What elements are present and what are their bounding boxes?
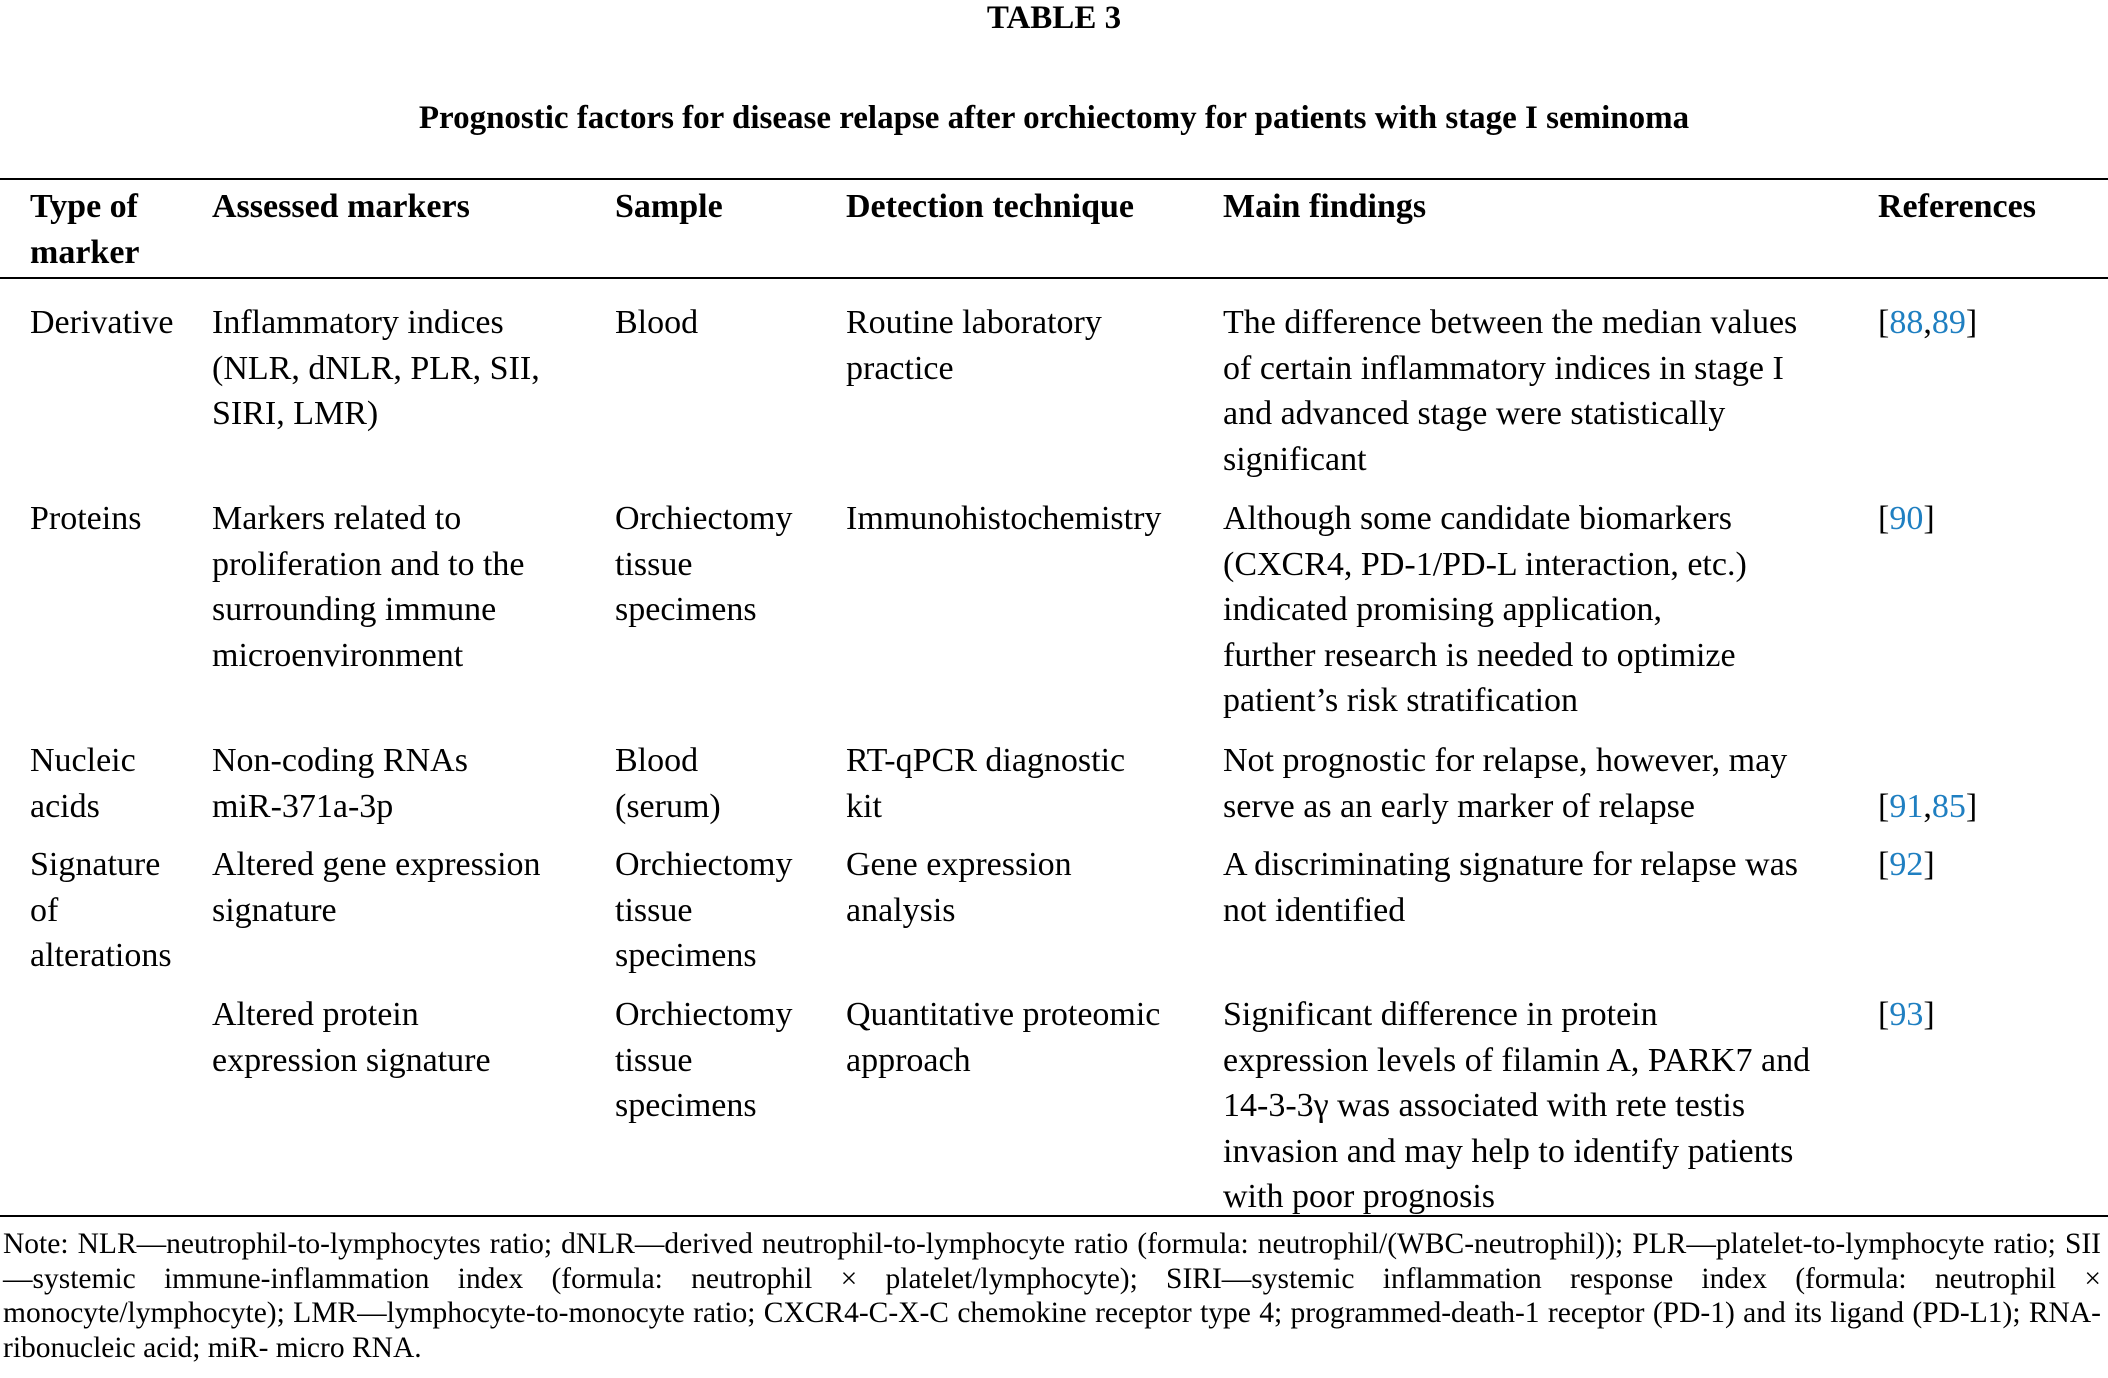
table-row-protein-signature-findings: Significant difference in protein expression levels of filamin A, PARK7 and 14-3-3γ was associated with rete testis invasion and may help to identify patients with poor prognosis [1223, 996, 1811, 1215]
table-row-proteins-sample: Orchiectomy tissue specimens [615, 500, 793, 628]
table-row-signature-type: Signature of alterations [30, 846, 172, 974]
header-main-findings: Main findings [1223, 188, 1427, 225]
table-row-protein-signature-references: [93] [1878, 996, 1935, 1033]
table-row-signature-findings: A discriminating signature for relapse was not identified [1223, 846, 1799, 929]
table-row-proteins-references: [90] [1878, 500, 1935, 537]
table-row-nucleic-acids-markers: Non-coding RNAs miR-371a-3p [212, 742, 468, 825]
table-row-signature-technique: Gene expression analysis [846, 846, 1072, 929]
table-row-derivative-sample: Blood [615, 304, 699, 341]
table-row-signature-sample: Orchiectomy tissue specimens [615, 846, 793, 974]
table-row-derivative-markers: Inflammatory indices (NLR, dNLR, PLR, SII, SIRI, LMR) [212, 304, 540, 432]
table-row-nucleic-acids-findings: Not prognostic for relapse, however, may serve as an early marker of relapse [1223, 742, 1788, 825]
header-rule [0, 277, 2108, 279]
table-row-nucleic-acids-sample: Blood (serum) [615, 742, 721, 825]
reference-link-85[interactable]: 85 [1931, 788, 1966, 825]
table-row-proteins-technique: Immunohistochemistry [846, 500, 1162, 537]
header-assessed-markers: Assessed markers [212, 188, 470, 225]
reference-link-93[interactable]: 93 [1889, 996, 1924, 1033]
header-detection-technique: Detection technique [846, 188, 1135, 225]
table-label: TABLE 3 [986, 0, 1122, 36]
table-row-signature-references: [92] [1878, 846, 1935, 883]
header-type-of-marker: Type of marker [30, 188, 140, 271]
top-rule [0, 178, 2108, 180]
table-row-proteins-markers: Markers related to proliferation and to the surrounding immune microenvironment [212, 500, 525, 674]
table-row-proteins-type: Proteins [30, 500, 142, 537]
reference-link-88[interactable]: 88 [1889, 304, 1924, 341]
table-row-protein-signature-markers: Altered protein expression signature [212, 996, 491, 1079]
table-note: Note: NLR—neutrophil-to-lymphocytes ratio; dNLR—derived neutrophil-to-lymphocyte ratio (formula: neutrophil/(WBC-neutrophil)); PLR—platelet-to-lymphocyte ratio; SII—systemic immune-inflammation index (formula: neutrophil × platelet/lymphocyte); SIRI—systemic inflammation response index (formula: neutrophil × monocyte/lymphocyte); LMR—lymphocyte-to-monocyte ratio; CXCR4-C-X-C chemokine receptor type 4; programmed-death-1 receptor (PD-1) and its ligand (PD-L1); RNA- ribonucleic acid; miR- micro RNA. [3, 1228, 2101, 1364]
table-row-signature-markers: Altered gene expression signature [212, 846, 541, 929]
table-caption: Prognostic factors for disease relapse after orchiectomy for patients with stage I seminoma [418, 100, 1690, 136]
reference-link-91[interactable]: 91 [1889, 788, 1924, 825]
table-row-derivative-technique: Routine laboratory practice [846, 304, 1102, 387]
table-row-nucleic-acids-technique: RT-qPCR diagnostic kit [846, 742, 1126, 825]
header-sample: Sample [615, 188, 723, 225]
header-references: References [1878, 188, 2036, 225]
table-row-nucleic-acids-type: Nucleic acids [30, 742, 136, 825]
table-row-derivative-type: Derivative [30, 304, 174, 341]
table-row-protein-signature-sample: Orchiectomy tissue specimens [615, 996, 793, 1124]
reference-link-92[interactable]: 92 [1889, 846, 1924, 883]
table-row-derivative-references: [88,89] [1878, 304, 1978, 341]
reference-link-89[interactable]: 89 [1931, 304, 1966, 341]
table-row-proteins-findings: Although some candidate biomarkers (CXCR4, PD-1/PD-L interaction, etc.) indicated promising application, further research is needed to optimize patient’s risk stratification [1223, 500, 1747, 719]
table-row-protein-signature-technique: Quantitative proteomic approach [846, 996, 1161, 1079]
table-row-derivative-findings: The difference between the median values of certain inflammatory indices in stage I and advanced stage were statistically significant [1223, 304, 1798, 478]
reference-link-90[interactable]: 90 [1889, 500, 1924, 537]
table-row-nucleic-acids-references: [91,85] [1878, 788, 1978, 825]
